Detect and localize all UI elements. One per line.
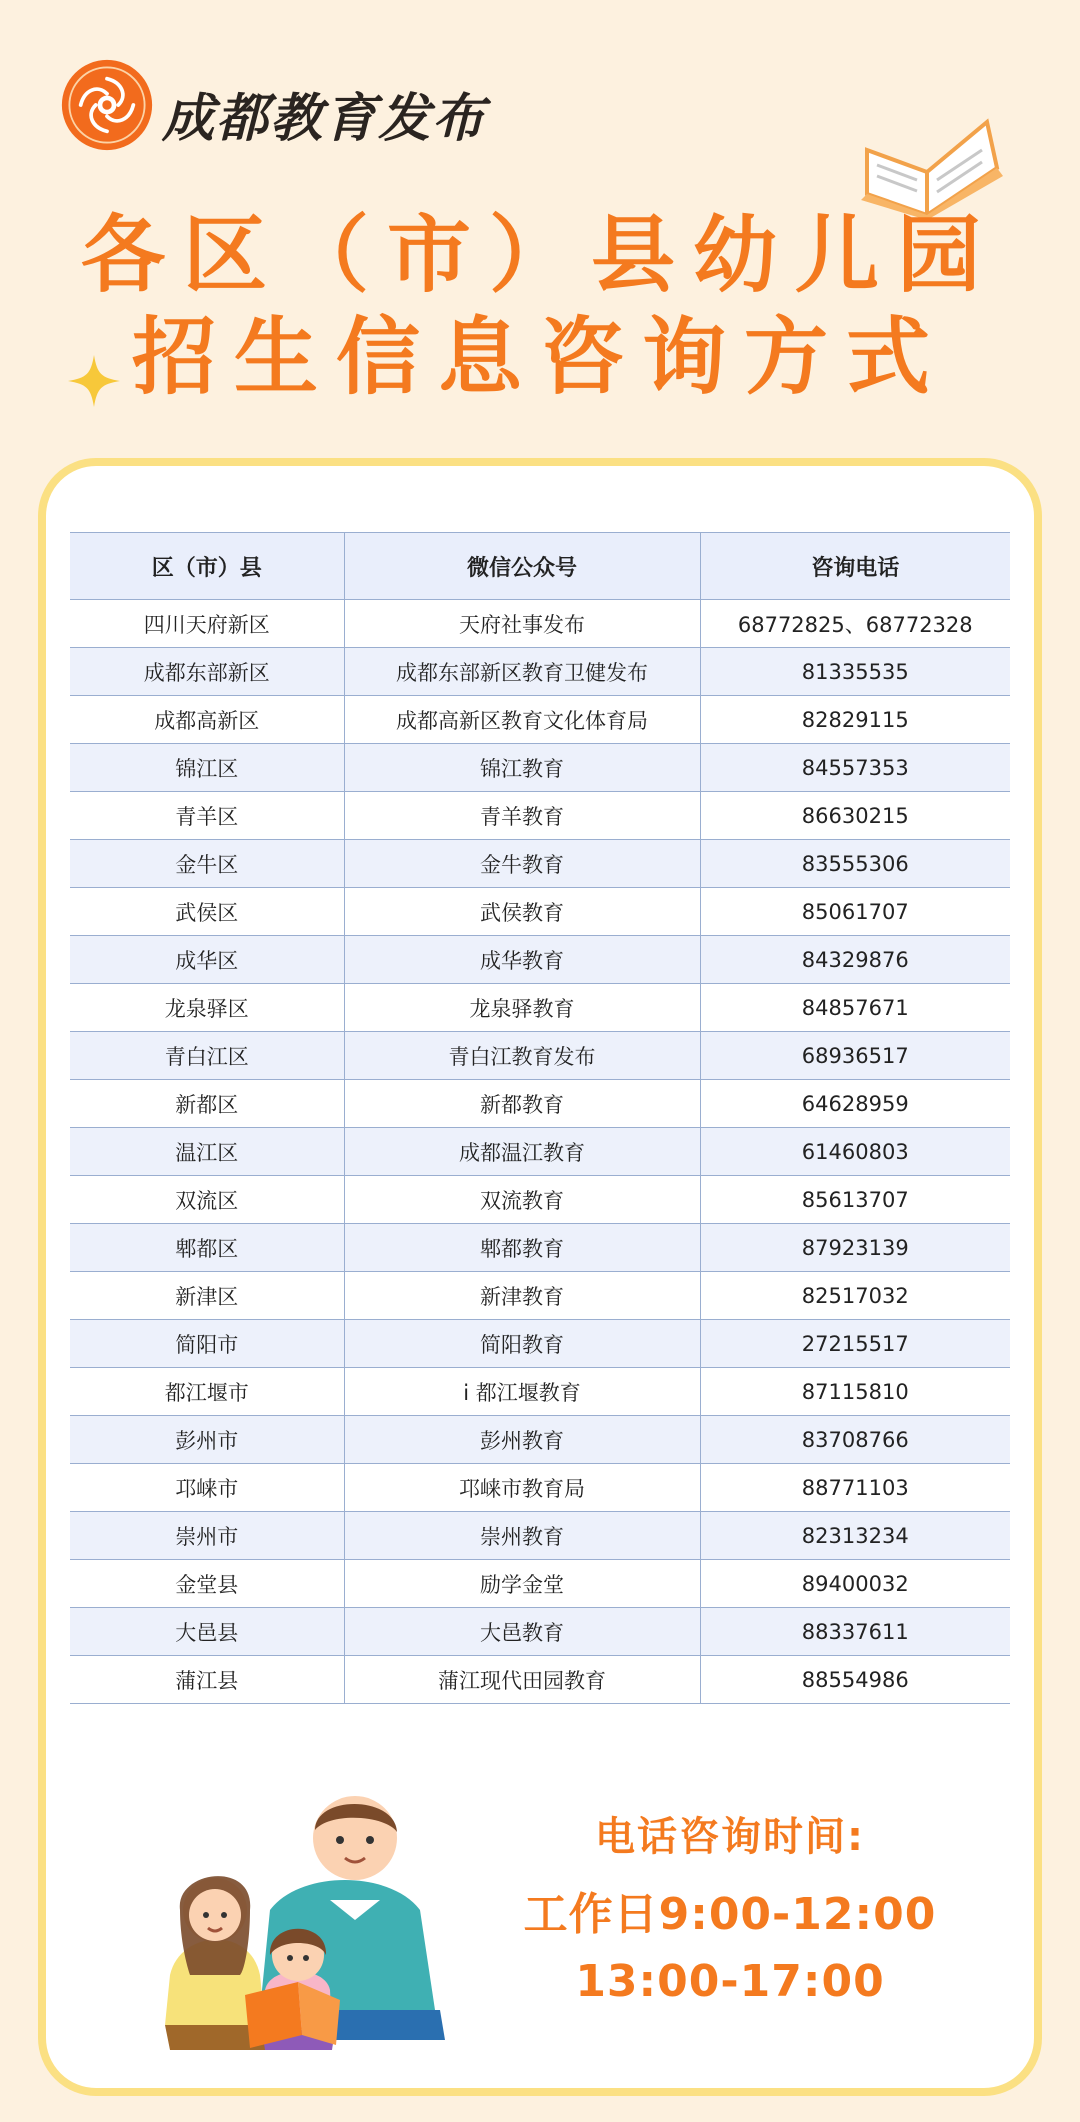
cell-district: 大邑县 — [70, 1608, 344, 1656]
cell-district: 温江区 — [70, 1128, 344, 1176]
hours-weekday-morning: 工作日9:00-12:00 — [523, 1889, 937, 1940]
table-row — [70, 1560, 1010, 1608]
header — [60, 58, 1020, 168]
cell-district: 简阳市 — [70, 1320, 344, 1368]
table-row — [70, 984, 1010, 1032]
cell-phone: 84329876 — [700, 936, 1010, 984]
cell-district: 蒲江县 — [70, 1656, 344, 1704]
table-row — [70, 600, 1010, 648]
cell-wechat: 武侯教育 — [344, 888, 700, 936]
cell-wechat: 大邑教育 — [344, 1608, 700, 1656]
cell-phone: 85061707 — [700, 888, 1010, 936]
table-row — [70, 1080, 1010, 1128]
cell-wechat: 新都教育 — [344, 1080, 700, 1128]
cell-district: 青白江区 — [70, 1032, 344, 1080]
cell-phone: 89400032 — [700, 1560, 1010, 1608]
cell-district: 四川天府新区 — [70, 600, 344, 648]
table-row — [70, 1464, 1010, 1512]
cell-district: 新津区 — [70, 1272, 344, 1320]
cell-district: 成华区 — [70, 936, 344, 984]
table-row — [70, 696, 1010, 744]
cell-wechat: 彭州教育 — [344, 1416, 700, 1464]
cell-wechat: 金牛教育 — [344, 840, 700, 888]
cell-wechat: 励学金堂 — [344, 1560, 700, 1608]
cell-district: 崇州市 — [70, 1512, 344, 1560]
table-row — [70, 1320, 1010, 1368]
cell-district: 新都区 — [70, 1080, 344, 1128]
cell-phone: 84857671 — [700, 984, 1010, 1032]
cell-phone: 87923139 — [700, 1224, 1010, 1272]
cell-wechat: 青羊教育 — [344, 792, 700, 840]
cell-phone: 27215517 — [700, 1320, 1010, 1368]
cell-district: 锦江区 — [70, 744, 344, 792]
hours-afternoon: 13:00-17:00 — [575, 1956, 885, 2007]
consultation-hours — [520, 1805, 940, 2007]
cell-district: 武侯区 — [70, 888, 344, 936]
table-row — [70, 888, 1010, 936]
cell-phone: 84557353 — [700, 744, 1010, 792]
cell-district: 邛崃市 — [70, 1464, 344, 1512]
cell-wechat: 青白江教育发布 — [344, 1032, 700, 1080]
cell-phone: 81335535 — [700, 648, 1010, 696]
cell-phone: 68772825、68772328 — [700, 600, 1010, 648]
table-row — [70, 1368, 1010, 1416]
table-row — [70, 1512, 1010, 1560]
table-row — [70, 1176, 1010, 1224]
table-row — [70, 1272, 1010, 1320]
cell-phone: 86630215 — [700, 792, 1010, 840]
cell-phone: 64628959 — [700, 1080, 1010, 1128]
cell-district: 龙泉驿区 — [70, 984, 344, 1032]
cell-wechat: 崇州教育 — [344, 1512, 700, 1560]
table-row — [70, 1608, 1010, 1656]
cell-district: 成都东部新区 — [70, 648, 344, 696]
cell-district: 金牛区 — [70, 840, 344, 888]
page-title-line2: 招生信息咨询方式 — [131, 308, 948, 406]
cell-phone: 85613707 — [700, 1176, 1010, 1224]
cell-wechat: 成华教育 — [344, 936, 700, 984]
table-row — [70, 936, 1010, 984]
contact-table — [70, 532, 1010, 1704]
cell-wechat: 郫都教育 — [344, 1224, 700, 1272]
table-row — [70, 792, 1010, 840]
cell-phone: 88337611 — [700, 1608, 1010, 1656]
cell-phone: 61460803 — [700, 1128, 1010, 1176]
cell-wechat: 成都东部新区教育卫健发布 — [344, 648, 700, 696]
table-row — [70, 1224, 1010, 1272]
table-header-row — [70, 533, 1010, 600]
cell-phone: 82517032 — [700, 1272, 1010, 1320]
cell-wechat: i 都江堰教育 — [344, 1368, 700, 1416]
cell-wechat: 天府社事发布 — [344, 600, 700, 648]
cell-district: 金堂县 — [70, 1560, 344, 1608]
cell-wechat: 成都高新区教育文化体育局 — [344, 696, 700, 744]
table-row — [70, 648, 1010, 696]
family-reading-illustration — [150, 1760, 480, 2060]
brand-name: 成都教育发布 — [162, 89, 487, 149]
table-row — [70, 840, 1010, 888]
cell-district: 都江堰市 — [70, 1368, 344, 1416]
cell-district: 成都高新区 — [70, 696, 344, 744]
cell-wechat: 成都温江教育 — [344, 1128, 700, 1176]
cell-phone: 88771103 — [700, 1464, 1010, 1512]
table-row — [70, 1032, 1010, 1080]
cell-district: 郫都区 — [70, 1224, 344, 1272]
cell-district: 彭州市 — [70, 1416, 344, 1464]
cell-wechat: 简阳教育 — [344, 1320, 700, 1368]
cell-wechat: 龙泉驿教育 — [344, 984, 700, 1032]
cell-phone: 83555306 — [700, 840, 1010, 888]
header-district: 区（市）县 — [70, 533, 344, 600]
cell-wechat: 新津教育 — [344, 1272, 700, 1320]
cell-phone: 68936517 — [700, 1032, 1010, 1080]
table-row — [70, 1128, 1010, 1176]
table-row — [70, 1416, 1010, 1464]
table-row — [70, 744, 1010, 792]
cell-wechat: 蒲江现代田园教育 — [344, 1656, 700, 1704]
page-title-line1: 各区（市）县幼儿园 — [80, 206, 999, 304]
cell-phone: 82829115 — [700, 696, 1010, 744]
chengdu-logo-icon — [60, 58, 154, 152]
cell-phone: 88554986 — [700, 1656, 1010, 1704]
cell-wechat: 邛崃市教育局 — [344, 1464, 700, 1512]
header-phone: 咨询电话 — [700, 533, 1010, 600]
table-row — [70, 1656, 1010, 1704]
header-wechat: 微信公众号 — [344, 533, 700, 600]
cell-wechat: 锦江教育 — [344, 744, 700, 792]
cell-district: 青羊区 — [70, 792, 344, 840]
cell-phone: 83708766 — [700, 1416, 1010, 1464]
hours-label: 电话咨询时间: — [595, 1814, 865, 1860]
cell-wechat: 双流教育 — [344, 1176, 700, 1224]
cell-phone: 87115810 — [700, 1368, 1010, 1416]
cell-district: 双流区 — [70, 1176, 344, 1224]
cell-phone: 82313234 — [700, 1512, 1010, 1560]
